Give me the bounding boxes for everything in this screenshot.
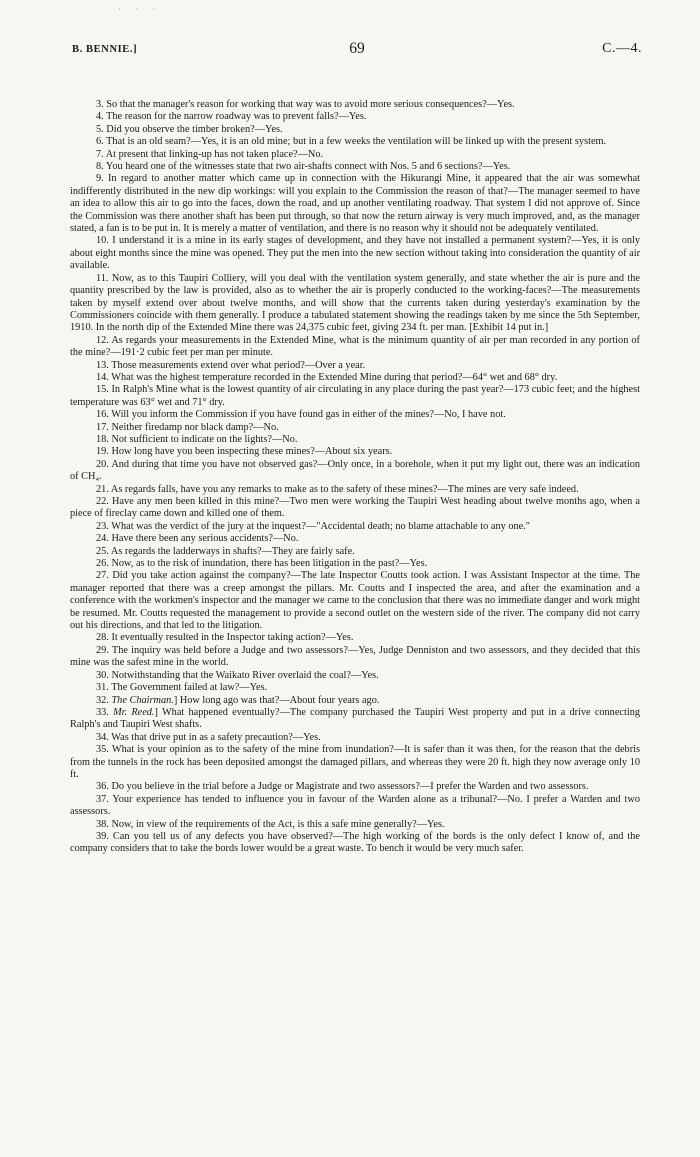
question-number: 32. <box>96 694 109 706</box>
paragraph: 31. The Government failed at law?—Yes. <box>96 682 268 694</box>
paragraph: 4. The reason for the narrow roadway was to prevent falls?—Yes. <box>96 111 367 123</box>
paragraph: 34. Was that drive put in as a safety precaution?—Yes. <box>96 731 321 743</box>
paragraph: 35. What is your opinion as to the safety of the mine from inundation?—It is safer than it was then, for the reason that the debris from the tunnels in the rock has been deposited amongst the damaged pillars, and whereas they were 20 ft. high they now average only 10 ft. <box>70 744 640 780</box>
paragraph: 13. Those measurements extend over what period?—Over a year. <box>96 359 366 371</box>
paragraph: 9. In regard to another matter which came up in connection with the Hikurangi Mine, it appeared that the air was somewhat indifferently distributed in the new dip workings: will you explain to the Commission the reason of that?—The manager seemed to have an idea to allow this air to go into the faces, down the road, and up another ventilating roadway. That system I did not approve of. Since the Commission was there another shaft has been put through, so that now the return airway is very much improved, and, as the manager stated, a fan is to be put in. It is merely a matter of ventilation, and there is no reason why it should not be adequately ventilated. <box>70 173 640 235</box>
document-body <box>70 99 640 856</box>
paragraph: 30. Notwithstanding that the Waikato River overlaid the coal?—Yes. <box>96 669 379 681</box>
paragraph: 27. Did you take action against the company?—The late Inspector Coutts took action. I was Assistant Inspector at the time. The manager reported that there was a creep amongst the pillars. Mr. Coutts and I inspected the area, and after the examination and a conference with the workmen's inspector and the manager we came to the conclusion that there was no immediate danger and work might be resumed. Mr. Coutts requested the management to provide a second outlet on the western side of the river. The company did not carry out his directions, and that led to the litigation. <box>70 570 640 632</box>
witness-name: B. BENNIE.] <box>72 44 138 55</box>
question-number: 33. <box>96 706 109 718</box>
paragraph: 28. It eventually resulted in the Inspector taking action?—Yes. <box>96 632 354 644</box>
paragraph: 15. In Ralph's Mine what is the lowest quantity of air circulating in any place during the past year?—173 cubic feet; and the highest temperature was 63° wet and 71° dry. <box>70 384 640 408</box>
paragraph: 18. Not sufficient to indicate on the lights?—No. <box>96 433 298 445</box>
paragraph: 16. Will you inform the Commission if you have found gas in either of the mines?—No, I have not. <box>96 409 506 421</box>
paragraph: 37. Your experience has tended to influence you in favour of the Warden alone as a tribunal?—No. I prefer a Warden and two assessors. <box>70 793 640 818</box>
paragraph-text: ] What happened eventually?—The company purchased the Taupiri West property and put in a drive connecting Ralph's and Taupiri West shafts. <box>70 706 640 731</box>
paragraph: 11. Now, as to this Taupiri Colliery, will you deal with the ventilation system generally, and state whether the air is pure and the quantity prescribed by the law is provided, also as to whether the air is properly conducted to the working-faces?—The measurements taken by myself extend over about twelve months, and will show that the currents taken during yesterday's examination by the Commissioners coincide with them generally. I produce a tabulated statement showing the readings taken by me since the 5th September, 1910. In the north dip of the Extended Mine there was 24,375 cubic feet, giving 234 ft. per man. [Exhibit 14 put in.] <box>70 272 640 334</box>
paragraph: 24. Have there been any serious accidents?—No. <box>96 533 299 545</box>
page-header <box>72 40 642 60</box>
paragraph: 7. At present that linking-up has not taken place?—No. <box>96 148 324 160</box>
paragraph: 12. As regards your measurements in the Extended Mine, what is the minimum quantity of air per man recorded in any portion of the mine?—191·2 cubic feet per man per minute. <box>70 334 640 359</box>
paragraph: 36. Do you believe in the trial before a Judge or Magistrate and two assessors?—I prefer the Warden and two assessors. <box>96 781 589 793</box>
paragraph-text: ] How long ago was that?—About four years ago. <box>173 694 380 706</box>
paragraph: 14. What was the highest temperature recorded in the Extended Mine during that period?—64° wet and 68° dry. <box>96 371 558 383</box>
speaker-name: Mr. Reed. <box>113 706 155 718</box>
paragraph: 38. Now, in view of the requirements of the Act, is this a safe mine generally?—Yes. <box>96 818 445 830</box>
paragraph <box>70 695 640 707</box>
page-number: 69 <box>349 40 365 57</box>
paragraph: 10. I understand it is a mine in its early stages of development, and they have not installed a permanent system?—Yes, it is only about eight months since the mine was opened. They put the men into the new section without taking into consideration the quantity of air available. <box>70 235 640 272</box>
paragraph: 3. So that the manager's reason for working that way was to avoid more serious consequences?—Yes. <box>96 99 515 110</box>
paragraph: 20. And during that time you have not observed gas?—Only once, in a borehole, when it put my light out, there was an indication of CH₄. <box>70 458 640 483</box>
paragraph: 25. As regards the ladderways in shafts?—They are fairly safe. <box>96 545 355 557</box>
paragraph: 8. You heard one of the witnesses state that two air-shafts connect with Nos. 5 and 6 sections?—Yes. <box>96 161 511 173</box>
speaker-name: The Chairman. <box>111 694 174 706</box>
scan-marks: · · · <box>118 4 162 14</box>
paragraph: 29. The inquiry was held before a Judge and two assessors?—Yes, Judge Denniston and two assessors, and they decided that this mine was the safest mine in the world. <box>70 644 640 669</box>
document-reference: C.—4. <box>602 41 642 56</box>
paragraph: 21. As regards falls, have you any remarks to make as to the safety of these mines?—The mines are very safe indeed. <box>96 483 579 495</box>
paragraph: 19. How long have you been inspecting these mines?—About six years. <box>96 446 393 458</box>
paragraph: 17. Neither firedamp nor black damp?—No. <box>96 421 279 433</box>
paragraph: 23. What was the verdict of the jury at the inquest?—"Accidental death; no blame attachable to any one." <box>96 520 530 532</box>
paragraph: 5. Did you observe the timber broken?—Yes. <box>96 123 283 135</box>
paragraph <box>70 707 640 732</box>
paragraph: 26. Now, as to the risk of inundation, there has been litigation in the past?—Yes. <box>96 558 428 570</box>
paragraph: 6. That is an old seam?—Yes, it is an old mine; but in a few weeks the ventilation will be linked up with the present system. <box>96 136 607 148</box>
paragraph: 39. Can you tell us of any defects you have observed?—The high working of the bords is the only defect I know of, and the company considers that to take the bords lower would be a great waste. To bench it would be very much safer. <box>70 830 640 855</box>
paragraph: 22. Have any men been killed in this mine?—Two men were working the Taupiri West heading about twelve months ago, when a piece of fireclay came down and killed one of them. <box>70 496 640 520</box>
